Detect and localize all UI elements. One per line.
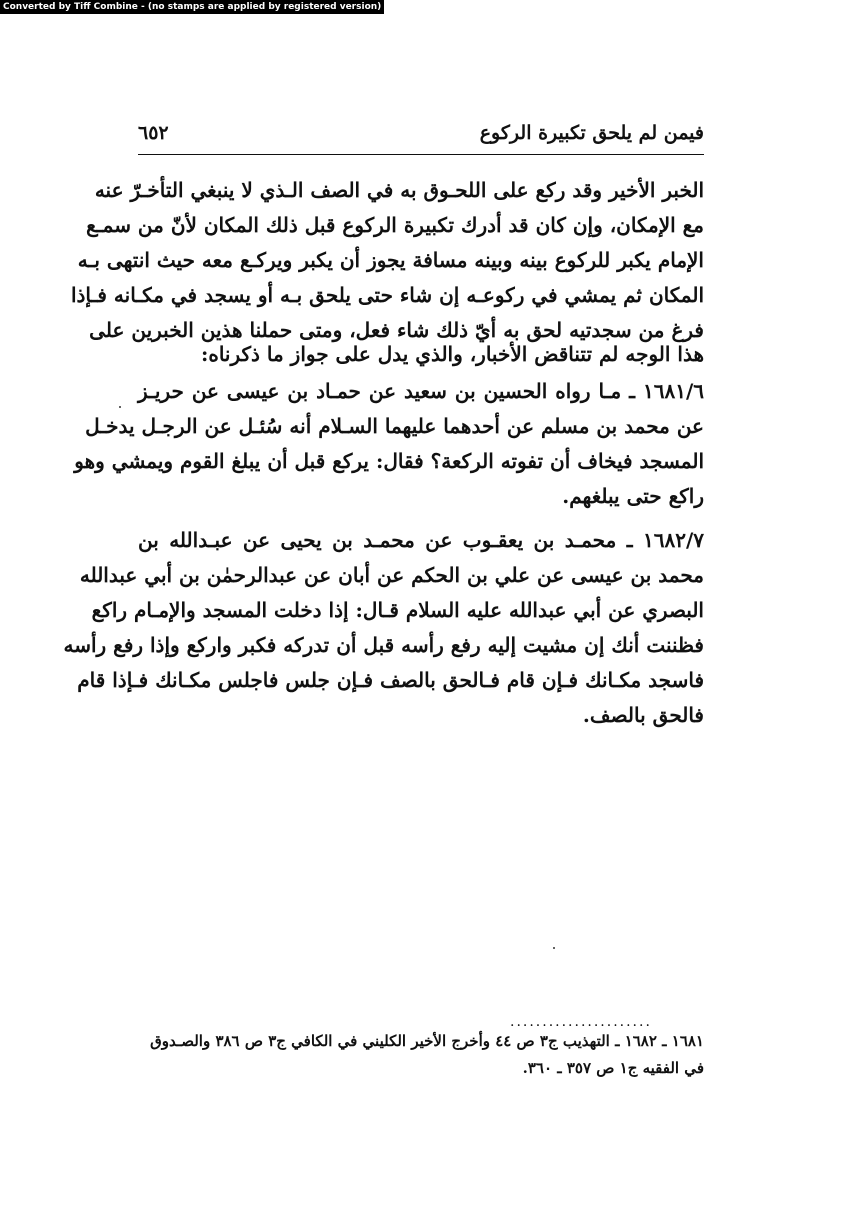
text-line: الخبر الأخير وقد ركع على اللحـوق به في الصف الـذي لا ينبغي التأخـرّ عنه <box>94 178 704 202</box>
hadith-1682-line: فاسجد مكـانك فـإن قام فـالحق بالصف فـإن جلس فاجلس مكـانك فـإذا قام <box>77 668 704 692</box>
footnote-separator: ...................... <box>510 1014 652 1030</box>
text-line: هذا الوجه لم تتناقض الأخبار، والذي يدل على جواز ما ذكرناه: <box>200 342 704 366</box>
hadith-1682-line: محمد بن عيسى عن علي بن الحكم عن أبان عن عبدالرحمٰن بن أبي عبدالله <box>79 563 704 587</box>
scan-speck <box>553 947 555 949</box>
page-number: ٦٥٢ <box>138 122 169 144</box>
running-header <box>138 118 704 154</box>
hadith-1681-line: المسجد فيخاف أن تفوته الركعة؟ فقال: يركع قبل أن يبلغ القوم ويمشي وهو <box>74 449 704 473</box>
header-divider <box>138 154 704 155</box>
text-line: مع الإمكان، وإن كان قد أدرك تكبيرة الركوع قبل ذلك المكان لأنّ من سمـع <box>86 213 704 237</box>
footnote-line: في الفقيه ج١ ص ٣٥٧ ـ ٣٦٠. <box>522 1059 704 1077</box>
footnote-line: ١٦٨١ ـ ١٦٨٢ ـ التهذيب ج٣ ص ٤٤ وأخرج الأخير الكليني في الكافي ج٣ ص ٣٨٦ والصـدوق <box>150 1032 704 1050</box>
text-line: الإمام يكبر للركوع بينه وبينه مسافة يجوز أن يكبر ويركـع معه حيث انتهى بـه <box>77 248 704 272</box>
chapter-title: فيمن لم يلحق تكبيرة الركوع <box>479 122 704 144</box>
hadith-1682-line: ١٦٨٢/٧ ـ محمـد بن يعقـوب عن محمـد بن يحيى عن عبـدالله بن <box>138 528 704 552</box>
hadith-1681-line: راكع حتى يبلغهم. <box>562 484 704 508</box>
text-line: المكان ثم يمشي في ركوعـه إن شاء حتى يلحق بـه أو يسجد في مكـانه فـإذا <box>70 283 704 307</box>
hadith-1681-line: عن محمد بن مسلم عن أحدهما عليهما السـلام أنه سُئـل عن الرجـل يدخـل <box>85 414 704 438</box>
conversion-banner: Converted by Tiff Combine - (no stamps are applied by registered version) <box>0 0 384 14</box>
hadith-1681-line: ١٦٨١/٦ ـ مـا رواه الحسين بن سعيد عن حمـاد بن عيسى عن حريـز <box>138 379 704 403</box>
text-line: فرغ من سجدتيه لحق به أيّ ذلك شاء فعل، ومتى حملنا هذين الخبرين على <box>89 318 704 342</box>
hadith-1682-line: فظننت أنك إن مشيت إليه رفع رأسه قبل أن تدركه فكبر واركع وإذا رفع رأسه <box>63 633 704 657</box>
hadith-1682-line: البصري عن أبي عبدالله عليه السلام قـال: إذا دخلت المسجد والإمـام راكع <box>91 598 704 622</box>
scan-speck <box>119 406 121 408</box>
hadith-1682-line: فالحق بالصف. <box>582 703 704 727</box>
